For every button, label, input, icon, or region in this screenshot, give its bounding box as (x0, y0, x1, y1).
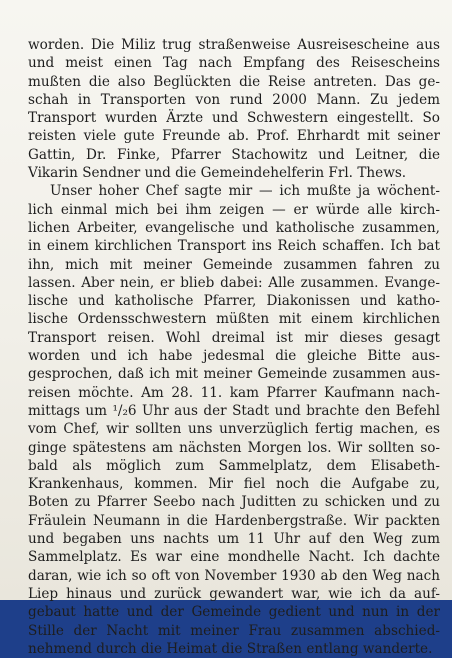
page-text (28, 36, 440, 658)
text-line: ginge spätestens am nächsten Morgen los. Wir sollten so- (28, 439, 440, 456)
text-line: ihn, mich mit meiner Gemeinde zusammen fahren zu (28, 256, 440, 273)
text-line: Liep hinaus und zurück gewandert war, wie ich da auf- (28, 585, 440, 602)
text-line: Vikarin Sendner und die Gemeindehelferin Frl. Thews. (28, 165, 407, 182)
paragraph-2 (28, 182, 440, 658)
text-line: und meist einen Tag nach Empfang des Reisescheins (28, 55, 440, 72)
text-line: lische Ordensschwestern müßten mit einem kirchlichen (28, 311, 440, 328)
text-line: Fräulein Neumann in die Hardenbergstraße. Wir packten (28, 512, 440, 529)
text-line: Unser hoher Chef sagte mir — ich mußte ja wöchent- (50, 183, 440, 200)
text-line: nehmend durch die Heimat die Straßen entlang wanderte. (28, 640, 433, 657)
text-line: bald als möglich zum Sammelplatz, dem Elisabeth- (28, 457, 440, 474)
text-line: mußten die also Beglückten die Reise antreten. Das ge- (28, 73, 440, 90)
text-line: gesprochen, daß ich mit meiner Gemeinde zusammen aus- (28, 366, 440, 383)
text-line: Gattin, Dr. Finke, Pfarrer Stachowitz und Leitner, die (28, 146, 440, 163)
text-line: lich einmal mich bei ihm zeigen — er würde alle kirch- (28, 201, 440, 218)
text-line: mittags um ¹/₂6 Uhr aus der Stadt und brachte den Befehl (28, 402, 440, 419)
text-line: vom Chef, wir sollten uns unverzüglich fertig machen, es (28, 421, 440, 438)
text-line: in einem kirchlichen Transport ins Reich schaffen. Ich bat (28, 238, 440, 255)
text-line: Boten zu Pfarrer Seebo nach Juditten zu schicken und zu (28, 494, 440, 511)
text-line: Transport reisen. Wohl dreimal ist mir dieses gesagt (28, 329, 440, 346)
text-line: Sammelplatz. Es war eine mondhelle Nacht. Ich dachte (28, 549, 440, 566)
text-line: lichen Arbeiter, evangelische und katholische zusammen, (28, 219, 440, 236)
paragraph-1 (28, 36, 440, 182)
text-line: Krankenhaus, kommen. Mir fiel noch die Aufgabe zu, (28, 476, 440, 493)
text-line: und begaben uns nachts um 11 Uhr auf den Weg zum (28, 531, 440, 548)
text-line: Stille der Nacht mit meiner Frau zusammen abschied- (28, 622, 440, 639)
text-line: Transport wurden Ärzte und Schwestern eingestellt. So (28, 110, 440, 127)
text-line: lische und katholische Pfarrer, Diakonissen und katho- (28, 293, 440, 310)
text-line: schah in Transporten von rund 2000 Mann. Zu jedem (28, 91, 440, 108)
text-line: worden. Die Miliz trug straßenweise Ausreisescheine aus (28, 37, 440, 53)
text-line: daran, wie ich so oft von November 1930 ab den Weg nach (28, 567, 440, 584)
text-line: reisten viele gute Freunde ab. Prof. Ehrhardt mit seiner (28, 128, 440, 145)
text-line: worden und ich habe jedesmal die gleiche Bitte aus- (28, 348, 440, 365)
text-line: gebaut hatte und der Gemeinde gedient und nun in der (28, 604, 440, 621)
text-line: lassen. Aber nein, er blieb dabei: Alle zusammen. Evange- (28, 274, 440, 291)
text-line: reisen möchte. Am 28. 11. kam Pfarrer Kaufmann nach- (28, 384, 440, 401)
